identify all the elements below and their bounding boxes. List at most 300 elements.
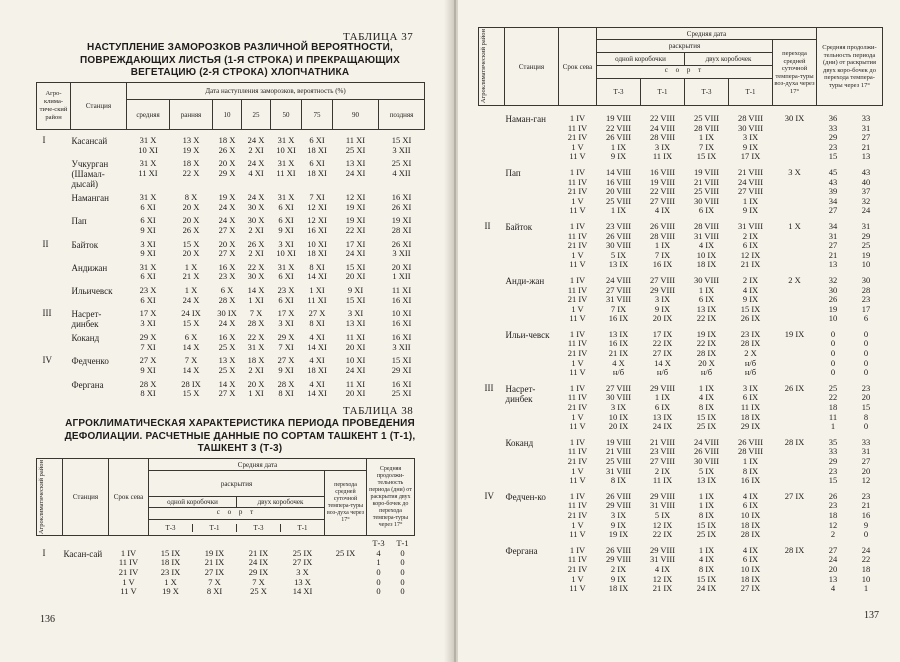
value-l1: 26 X: [247, 238, 265, 249]
row-date-value: 5 IX: [654, 509, 671, 520]
row-date-value: 11 IX: [652, 151, 673, 162]
row-date-value: 1 IX: [698, 500, 715, 511]
row-date-value: 13 IX: [608, 259, 629, 270]
value-l2: 10 XI: [276, 144, 296, 155]
row-date-value: 5 IX: [610, 249, 627, 260]
value-l1: 28 X: [277, 378, 295, 389]
row-duration-t3-value: 0: [376, 576, 381, 587]
row-date-value: 1 IX: [610, 205, 627, 216]
table-38: [36, 458, 415, 597]
spacer-cell: [237, 536, 281, 549]
row-date-value: 24 IX: [652, 421, 673, 432]
value-l1: 11 XI: [345, 378, 366, 389]
row-date-value: 19 VIII: [693, 166, 720, 177]
row-duration-t3-value: 4: [376, 547, 381, 558]
row-date-value: 10 IX: [740, 563, 761, 574]
value-l2: 28 X: [247, 317, 265, 328]
row-date-value: 17 IX: [652, 328, 673, 339]
row-duration-t1-value: 20: [861, 392, 871, 403]
row-date-value: 25 VIII: [693, 186, 720, 197]
row-duration-t3-value: 43: [828, 176, 838, 187]
r-col-avg-dates: Средняя дата: [597, 28, 817, 40]
row-srok-value: 21 IV: [567, 402, 588, 413]
value-l2: 20 X: [182, 248, 200, 259]
row-srok-value: 1 V: [571, 303, 584, 314]
value-l2: 24 X: [218, 201, 236, 212]
t38-duration-sort-row: [37, 536, 415, 549]
row-duration-t3-value: 18: [828, 509, 838, 520]
row-srok: [559, 218, 597, 272]
row-duration-t3-value: 27: [828, 240, 838, 251]
value-l2: 6 XI: [278, 294, 294, 305]
row-duration-t1-value: 33: [861, 436, 871, 447]
value-l1: 16 XI: [391, 378, 412, 389]
row-date: [685, 434, 729, 488]
row-srok-value: 1 IV: [569, 490, 586, 501]
row-station: Федченко: [71, 356, 109, 367]
row-date-value: 6 IX: [698, 205, 715, 216]
row-duration-t3-value: 30: [828, 284, 838, 295]
row-value: [379, 130, 425, 156]
value-l1: 8 XI: [309, 261, 325, 272]
row-value: [170, 376, 213, 399]
value-l1: 20 X: [182, 215, 200, 226]
value-l2: 19 XI: [345, 201, 366, 212]
row-date-value: 7 IX: [610, 303, 627, 314]
row-duration-t1-value: 27: [861, 456, 871, 466]
row-date-value: 27 VIII: [649, 195, 676, 206]
row-date-value: 27 IX: [292, 557, 313, 568]
value-l1: 20 X: [218, 238, 236, 249]
spacer-cell: [325, 536, 367, 549]
row-duration-t1-value: 20: [861, 465, 871, 476]
value-l2: 6 XI: [140, 271, 156, 282]
value-l2: 15 X: [182, 317, 200, 328]
row-srok-value: 21 IV: [567, 294, 588, 305]
row-date: [641, 106, 685, 164]
spacer-cell: [37, 536, 63, 549]
row-date-value: 27 IX: [204, 566, 225, 577]
row-date-value: 16 VIII: [605, 176, 632, 187]
row-duration-t1: [850, 380, 883, 434]
row-srok: [559, 542, 597, 596]
value-l1: 11 XI: [391, 284, 412, 295]
row-date-value: 15 IX: [696, 411, 717, 422]
row-duration-t1-value: 10: [861, 573, 871, 584]
col-avg: средняя: [127, 100, 170, 130]
row-date-value: 26 VIII: [605, 544, 632, 555]
value-l2: 2 XI: [248, 144, 264, 155]
row-date-value: 16 VIII: [649, 166, 676, 177]
row-date: [149, 549, 193, 597]
row-date-value: 22 IX: [652, 529, 673, 540]
row-duration-t3-value: 15: [828, 475, 838, 486]
row-srok-value: 11 V: [569, 205, 586, 216]
row-date-value: 22 IX: [696, 338, 717, 349]
row-date-value: 2 IX: [654, 465, 671, 476]
row-duration-t3: [817, 218, 850, 272]
row-duration-t1-value: 24: [861, 205, 871, 216]
value-l2: 26 X: [218, 144, 236, 155]
row-srok-value: 11 IV: [118, 557, 139, 568]
row-region: [37, 329, 71, 352]
row-duration-t3-value: 0: [376, 586, 381, 597]
row-date: [597, 218, 641, 272]
row-date: [641, 164, 685, 218]
col-region: Агро-клима-тиче-ский район: [37, 83, 71, 130]
col-station: Станция: [71, 83, 127, 130]
row-station: Касансай: [71, 136, 108, 146]
t38-col-avg-dates: Средняя дата: [149, 459, 367, 471]
spacer-cell: [149, 536, 193, 549]
value-l1: 6 XI: [278, 215, 294, 226]
value-l2: 2 XI: [248, 248, 264, 259]
value-l1: 17 X: [277, 308, 295, 319]
value-l2: 20 XI: [345, 341, 366, 352]
row-station: Пап: [71, 216, 87, 227]
value-l1: 18 X: [218, 135, 236, 145]
row-date: [729, 272, 773, 326]
value-l2: 6 XI: [140, 201, 156, 212]
table-row: [37, 305, 425, 329]
row-srok: [109, 549, 149, 597]
row-date: [729, 106, 773, 164]
table-row: [37, 352, 425, 375]
row-date-value: 1 IX: [698, 544, 715, 555]
row-value: [271, 236, 302, 259]
row-value: [379, 236, 425, 259]
table-row: [479, 542, 883, 596]
row-srok-value: 11 IV: [567, 284, 588, 295]
value-l2: 4 XI: [248, 167, 264, 178]
value-l2: 12 XI: [307, 201, 327, 212]
row-duration-t3: [367, 549, 391, 597]
row-date-value: 15 IX: [696, 151, 717, 162]
row-date-value: 19 VIII: [605, 436, 632, 447]
row-date-value: 24 VIII: [605, 274, 632, 285]
table-row: [479, 106, 883, 164]
row-date-value: 27 VIII: [605, 284, 632, 295]
row-station: Пап: [505, 167, 521, 178]
row-date-value: 21 IX: [248, 547, 269, 558]
row-date-value: 25 VIII: [605, 195, 632, 206]
value-l2: 27 X: [218, 388, 236, 399]
row-date-value: 9 IX: [654, 303, 671, 314]
row-date-value: 16 IX: [740, 475, 761, 486]
table-37-number: ТАБЛИЦА 37: [343, 31, 414, 43]
row-date-value: 24 IX: [696, 583, 717, 594]
row-duration-t3-value: 0: [830, 328, 836, 339]
row-date: [597, 380, 641, 434]
row-station: Учкурган (Шамал-дысай): [71, 159, 109, 190]
row-duration-t3-value: 15: [828, 151, 838, 162]
row-duration-t3-value: 34: [828, 220, 838, 231]
row-duration-t3-value: 0: [376, 566, 381, 577]
row-date-value: 27 VIII: [605, 382, 632, 393]
value-l2: 20 XI: [345, 271, 366, 282]
row-srok-value: 1 IV: [569, 274, 586, 285]
row-value: [127, 189, 170, 212]
value-l1: 29 X: [277, 332, 295, 343]
row-date-value: 11 IX: [740, 402, 761, 413]
row-duration-t3-value: 23: [828, 500, 838, 511]
row-date: [641, 542, 685, 596]
value-l1: 20 XI: [391, 261, 412, 272]
row-transition: 25 IX: [335, 547, 356, 558]
row-date-value: 29 VIII: [649, 284, 676, 295]
row-duration-t1-value: 16: [861, 509, 871, 520]
row-region: III: [484, 382, 494, 393]
row-value: [302, 329, 333, 352]
table-row: [37, 189, 425, 212]
row-duration-t1: [850, 542, 883, 596]
row-date-value: 21 IX: [740, 259, 761, 270]
row-transition: 28 IX: [784, 544, 805, 555]
value-l2: 25 X: [218, 341, 236, 352]
row-date: [729, 434, 773, 488]
row-date-value: 7 IX: [698, 141, 715, 152]
value-l2: 4 XII: [392, 167, 411, 178]
row-date-value: 28 IX: [696, 348, 717, 359]
value-l2: 21 X: [182, 271, 200, 282]
value-l2: 8 XI: [309, 317, 325, 328]
table-37-title: НАСТУПЛЕНИЕ ЗАМОРОЗКОВ РАЗЛИЧНОЙ ВЕРОЯТНОСТИ, ПОВРЕЖДАЮЩИХ ЛИСТЬЯ (1-Я СТРОКА) И ПРЕКРАЩАЮЩИХ ВЕГЕТАЦИЮ (2-Я СТРОКА) ХЛОПЧАТНИКА: [80, 42, 400, 78]
row-duration-t3: [817, 106, 850, 164]
row-date-value: 4 IX: [698, 240, 715, 251]
row-date-value: 15 IX: [696, 573, 717, 584]
row-date-value: 28 VIII: [693, 122, 720, 133]
row-srok-value: 1 IV: [569, 544, 586, 555]
row-duration-t3-value: 0: [830, 348, 836, 359]
row-date-value: 4 IX: [698, 554, 715, 565]
row-duration-t3: [817, 542, 850, 596]
value-l1: 4 XI: [309, 332, 325, 343]
row-date-value: 29 VIII: [605, 554, 632, 565]
row-duration-t3-value: 29: [828, 456, 838, 466]
row-date-value: 31 VIII: [649, 554, 676, 565]
row-date-value: 4 IX: [742, 544, 759, 555]
table-row: [37, 282, 425, 305]
row-transition: 30 IX: [784, 113, 805, 123]
row-station: Ильичевск: [71, 285, 113, 296]
row-duration-t1: [850, 326, 883, 380]
r-col-opening: раскрытия: [597, 40, 773, 53]
row-duration-t3-value: 33: [828, 122, 838, 133]
row-value: [127, 212, 170, 235]
table-row: [37, 130, 425, 156]
row-date-value: 3 IX: [742, 132, 759, 143]
table-row: [479, 218, 883, 272]
row-station: Фергана: [71, 379, 104, 390]
row-date-value: 30 VIII: [693, 456, 720, 466]
row-date-value: 10 IX: [608, 411, 629, 422]
row-duration-t3-value: 20: [828, 563, 838, 574]
row-date-value: 1 IX: [610, 141, 627, 152]
row-value: [271, 259, 302, 282]
row-srok-value: 11 V: [120, 586, 137, 597]
row-duration-t1: [850, 106, 883, 164]
row-value: [302, 189, 333, 212]
row-date-value: 9 IX: [742, 141, 759, 152]
value-l1: 1 X: [184, 261, 198, 272]
value-l2: 14 XI: [307, 271, 327, 282]
row-date-value: 26 VIII: [605, 132, 632, 143]
row-date: [597, 272, 641, 326]
value-l1: 16 XI: [391, 332, 412, 343]
row-value: [213, 329, 242, 352]
row-srok-value: 21 IV: [567, 186, 588, 197]
row-date-value: 9 IX: [742, 294, 759, 305]
row-region: [37, 282, 71, 305]
row-date-value: 3 IX: [610, 402, 627, 413]
row-duration-t3-value: 21: [828, 249, 838, 260]
value-l1: 30 X: [247, 215, 265, 226]
r-col-station: Станция: [505, 28, 559, 106]
row-date-value: 26 VIII: [737, 436, 764, 447]
value-l1: 4 XI: [309, 378, 325, 389]
row-value: [213, 212, 242, 235]
row-date-value: 1 IX: [654, 392, 671, 403]
row-duration-t1: [850, 488, 883, 542]
value-l1: 1 XI: [309, 284, 325, 295]
row-duration-t3-value: 19: [828, 303, 838, 314]
value-l1: 31 X: [139, 135, 157, 145]
row-duration-t1-value: 0: [400, 576, 405, 587]
row-value: [271, 376, 302, 399]
value-l1: 6 X: [220, 284, 234, 295]
table-37: [36, 82, 425, 399]
row-date: [685, 106, 729, 164]
value-l2: 23 X: [218, 271, 236, 282]
row-date-value: 5 IX: [698, 465, 715, 476]
row-date: [597, 326, 641, 380]
row-station: Байток: [505, 221, 533, 232]
row-value: [127, 155, 170, 189]
row-value: [333, 212, 379, 235]
row-date-value: 21 IX: [204, 557, 225, 568]
row-station: Андижан: [71, 262, 108, 273]
row-duration-t3-value: 33: [828, 446, 838, 457]
row-date-value: 12 IX: [652, 573, 673, 584]
table-row: [37, 155, 425, 189]
row-duration-t1-value: 12: [861, 475, 871, 486]
row-value: [302, 155, 333, 189]
row-value: [242, 329, 271, 352]
spacer-cell: [63, 536, 109, 549]
row-duration-t1-value: 32: [861, 195, 871, 206]
table-row: [37, 236, 425, 259]
value-l1: 15 X: [182, 238, 200, 249]
row-value: [333, 352, 379, 375]
row-date-value: 27 VIII: [649, 456, 676, 466]
value-l2: 25 XI: [391, 388, 412, 399]
row-duration-t1-value: 0: [400, 557, 405, 568]
col-p50: 50: [271, 100, 302, 130]
value-l1: 26 XI: [391, 238, 412, 249]
table-row: [37, 376, 425, 399]
row-date-value: 18 IX: [696, 259, 717, 270]
table-row: [479, 380, 883, 434]
row-date-value: 15 IX: [160, 547, 181, 558]
value-l1: 23 X: [277, 284, 295, 295]
value-l1: 19 XI: [391, 215, 412, 226]
value-l1: 24 X: [247, 158, 265, 169]
value-l1: 24 X: [247, 135, 265, 145]
value-l1: 20 X: [218, 158, 236, 169]
value-l1: 31 X: [139, 261, 157, 272]
row-region: [479, 106, 505, 164]
value-l1: 29 X: [139, 332, 157, 343]
row-duration-t3-value: 1: [830, 421, 836, 432]
row-duration-t3-value: 24: [828, 554, 838, 565]
value-l2: 7 XI: [278, 341, 294, 352]
row-date-value: 21 VIII: [737, 166, 764, 177]
value-l2: 30 X: [247, 201, 265, 212]
value-l2: 28 XI: [391, 224, 412, 235]
row-date-value: 23 VIII: [605, 220, 632, 231]
row-srok-value: 21 IV: [567, 240, 588, 251]
row-date: [729, 218, 773, 272]
row-date-value: 18 IX: [740, 573, 761, 584]
row-value: [170, 329, 213, 352]
row-duration-t1-value: 40: [861, 176, 871, 187]
value-l1: 4 XI: [309, 355, 325, 366]
row-date-value: 7 X: [208, 576, 221, 587]
row-date-value: 14 XI: [292, 586, 313, 597]
row-date-value: 3 IX: [742, 382, 759, 393]
row-duration-t3-value: 10: [828, 313, 838, 324]
row-value: [302, 305, 333, 329]
row-date-value: 19 IX: [608, 529, 629, 540]
row-date-value: 29 VIII: [649, 382, 676, 393]
row-station: Наман-ган: [505, 114, 546, 124]
value-l1: 30 IX: [217, 308, 237, 319]
table-38-title: АГРОКЛИМАТИЧЕСКАЯ ХАРАКТЕРИСТИКА ПЕРИОДА ПРОВЕДЕНИЯ ДЕФОЛИАЦИИ. РАСЧЕТНЫЕ ДАННЫЕ ПО СОРТАМ ТАШКЕНТ 1 (Т-1), ТАШКЕНТ 3 (Т-3): [64, 418, 416, 454]
spacer-cell: [281, 536, 325, 549]
row-srok-value: 11 IV: [567, 122, 588, 133]
row-value: [333, 189, 379, 212]
row-duration-t1-value: 9: [863, 519, 869, 530]
row-station: Федчен-ко: [505, 491, 546, 502]
row-srok-value: 11 IV: [567, 554, 588, 565]
row-station: Коканд: [71, 333, 100, 344]
row-duration-t3: [817, 272, 850, 326]
row-value: [379, 305, 425, 329]
row-srok-value: 21 IV: [567, 456, 588, 466]
row-duration-t1-value: 13: [861, 151, 871, 162]
value-l1: 18 X: [182, 158, 200, 169]
row-date-value: 6 IX: [742, 240, 759, 251]
row-date: [281, 549, 325, 597]
row-date: [729, 488, 773, 542]
row-date-value: 6 IX: [742, 392, 759, 403]
value-l2: 20 X: [182, 201, 200, 212]
row-value: [333, 236, 379, 259]
row-value: [379, 155, 425, 189]
value-l2: 24 XI: [345, 167, 366, 178]
row-value: [213, 189, 242, 212]
value-l2: 26 XI: [391, 201, 412, 212]
r-sub-t3a: Т-3: [613, 88, 624, 96]
row-duration-t3-value: 26: [828, 294, 838, 305]
row-duration-t1-value: 21: [861, 500, 871, 511]
row-date-value: 7 IX: [654, 249, 671, 260]
value-l1: 6 XI: [309, 158, 325, 169]
row-region: [479, 164, 505, 218]
row-srok: [559, 434, 597, 488]
value-l1: 14 X: [247, 284, 265, 295]
row-region: [37, 189, 71, 212]
